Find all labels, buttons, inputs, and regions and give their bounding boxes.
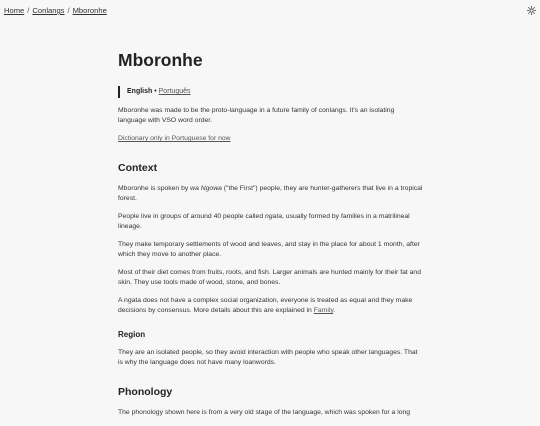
- context-paragraph-3: They make temporary settlements of wood and leaves, and stay in the place for about 1 month, after which they move to another place.: [118, 241, 420, 258]
- current-language: English: [127, 88, 153, 95]
- breadcrumb-separator: /: [27, 6, 30, 15]
- family-link[interactable]: Family: [313, 307, 334, 314]
- page-title: Mboronhe: [118, 50, 203, 70]
- language-separator: •: [154, 88, 157, 95]
- wa-ngowa-term: wa Ngowa: [190, 185, 222, 192]
- phonology-paragraph-1: The phonology shown here is from a very old stage of the language, which was spoken for a long: [118, 409, 411, 416]
- dictionary-link[interactable]: Dictionary only in Portuguese for now: [118, 135, 231, 142]
- context-paragraph-2: People live in groups of around 40 people called ngata, usually formed by families in a matrilineal lineage.: [118, 213, 410, 230]
- dictionary-paragraph: [118, 134, 424, 144]
- region-heading: Region: [118, 330, 146, 339]
- top-bar: [0, 0, 540, 22]
- breadcrumb-conlangs-link[interactable]: Conlangs: [32, 6, 65, 15]
- context-paragraph-4: Most of their diet comes from fruits, roots, and fish. Larger animals are hunted mainly for their fat and skin. They use tools made of wood, stone, and bones.: [118, 269, 421, 286]
- breadcrumb-home-link[interactable]: Home: [4, 6, 25, 15]
- article: [118, 50, 424, 426]
- context-heading: Context: [118, 162, 158, 174]
- sun-icon: [527, 6, 536, 15]
- intro-paragraph: Mboronhe was made to be the proto-language in a future family of conlangs. It's an isolating language with VSO word order.: [118, 107, 395, 124]
- language-switcher: [118, 86, 424, 98]
- region-paragraph-1: They are an isolated people, so they avoid interaction with people who speak other languages. That is why the language does not have many loanwords.: [118, 349, 418, 366]
- theme-toggle-button[interactable]: [525, 4, 537, 16]
- portuguese-language-link[interactable]: Português: [158, 88, 191, 95]
- breadcrumb: [4, 6, 107, 15]
- ngata-term: ngata: [265, 213, 283, 220]
- breadcrumb-separator: /: [67, 6, 70, 15]
- context-paragraph-1: Mboronhe is spoken by wa Ngowa ("the First") people, they are hunter-gatherers that live in a tropical forest.: [118, 185, 423, 202]
- context-paragraph-5: A ngata does not have a complex social organization, everyone is treated as equal and they make decisions by consensus. More details about this are explained in Family.: [118, 297, 413, 314]
- breadcrumb-current-link[interactable]: Mboronhe: [72, 6, 107, 15]
- phonology-heading: Phonology: [118, 386, 173, 398]
